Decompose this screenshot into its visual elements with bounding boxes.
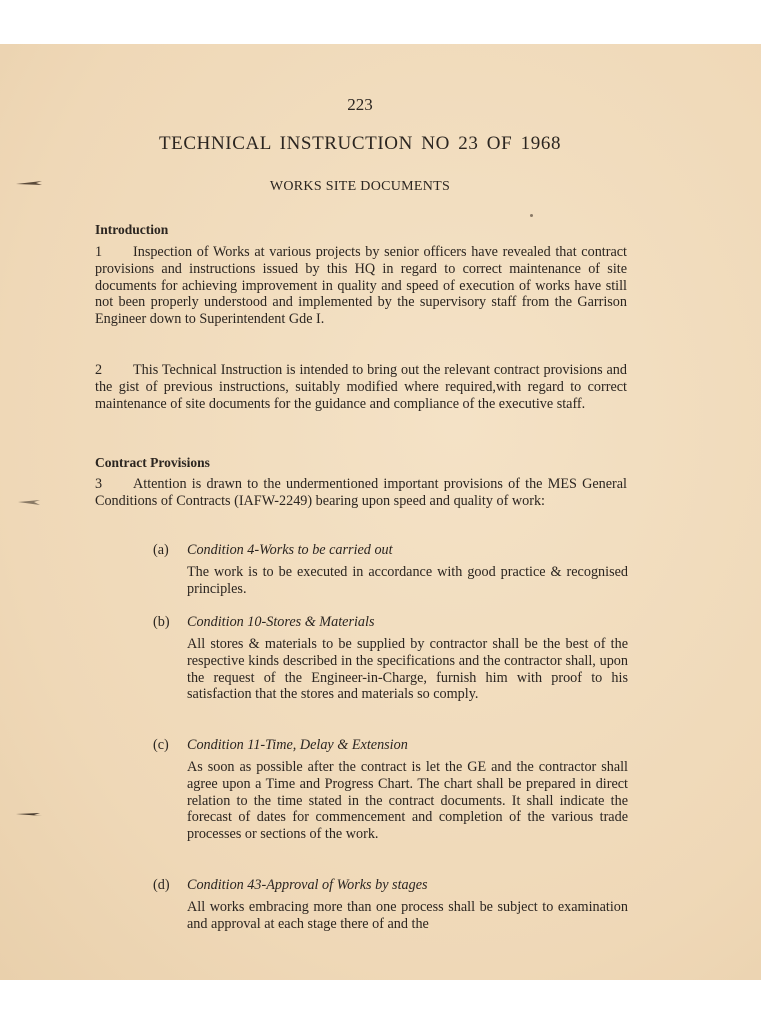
provision-item-d-text: All works embracing more than one process shall be subject to examination and approval at each stage there of and the [187, 899, 628, 932]
paragraph-number: 2 [95, 362, 103, 378]
provision-item-d-heading [153, 877, 428, 894]
section-heading-contract-provisions: Contract Provisions [95, 455, 210, 470]
paragraph-2 [95, 362, 627, 412]
item-condition: Condition 43- [187, 877, 267, 893]
paper-speck [530, 214, 533, 217]
item-condition: Condition 4- [187, 542, 260, 558]
paragraph-text: Inspection of Works at various projects by senior officers have revealed that contract provisions and instructions issued by this HQ in regard to correct maintenance of site documents for achieving improvement in quality and speed of execution of works have still not been properly understood and implemented by the supervisory staff from the Garrison Engineer down to Superintendent Gde I. [95, 244, 627, 328]
paragraph-number: 1 [95, 244, 103, 260]
item-letter: (d) [153, 877, 170, 893]
document-subtitle: WORKS SITE DOCUMENTS [269, 179, 451, 194]
item-letter: (b) [153, 614, 170, 630]
paragraph-1 [95, 244, 627, 328]
provision-item-a-text: The work is to be executed in accordance with good practice & recognised principles. [187, 564, 628, 597]
document-title: TECHNICAL INSTRUCTION NO 23 OF 1968 [158, 133, 562, 154]
item-condition: Condition 10- [187, 614, 267, 630]
paragraph-3 [95, 476, 627, 510]
paragraph-number: 3 [95, 476, 103, 492]
provision-item-b-text: All stores & materials to be supplied by contractor shall be the best of the respective kinds described in the specifications and the contractor shall, upon the request of the Engineer-in-Charge, furnish him with proof to his satisfaction that the stores and materials so comply. [187, 636, 628, 703]
punch-hole-mark [14, 809, 44, 819]
item-title: Time, Delay & Extension [265, 737, 408, 753]
item-title: Approval of Works by stages [266, 877, 428, 893]
paragraph-text: Attention is drawn to the undermentioned important provisions of the MES General Conditions of Contracts (IAFW-2249) bearing upon speed and quality of work: [95, 476, 627, 509]
item-letter: (c) [153, 737, 169, 753]
item-title: Works to be carried out [259, 542, 393, 558]
provision-item-c-text: As soon as possible after the contract is let the GE and the contractor shall agree upon a Time and Progress Chart. The chart shall be prepared in direct relation to the time stated in the contract documents. It shall indicate the forecast of dates for commencement and completion of the various trade processes or sections of the work. [187, 759, 628, 843]
section-heading-introduction: Introduction [95, 222, 169, 237]
item-letter: (a) [153, 542, 169, 558]
punch-hole-mark [14, 497, 44, 507]
provision-item-c-heading [153, 737, 408, 754]
provision-item-b-heading [153, 614, 374, 631]
item-title: Stores & Materials [266, 614, 375, 630]
document-page [0, 44, 761, 980]
paragraph-text: This Technical Instruction is intended to bring out the relevant contract provisions and the gist of previous instructions, suitably modified where required,with regard to correct maintenance of site documents for the guidance and compliance of the executive staff. [95, 362, 627, 412]
provision-item-a-heading [153, 542, 393, 559]
item-condition: Condition 11- [187, 737, 266, 753]
page-number: 223 [347, 95, 373, 114]
